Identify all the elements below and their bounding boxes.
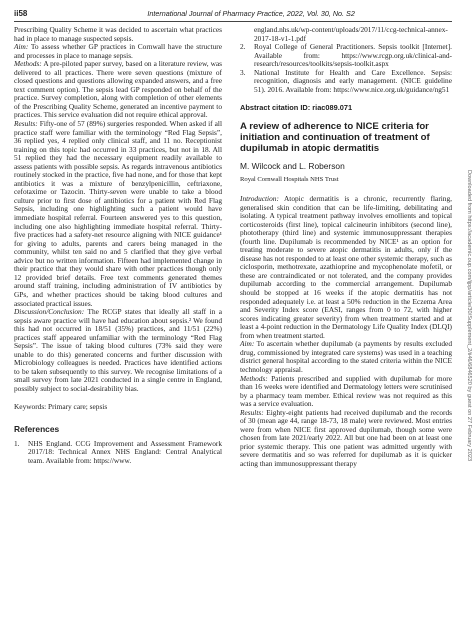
- reference-item: england.nhs.uk/wp-content/uploads/2017/11/ccg-technical-annex-2017-18-v1-1.pdf: [254, 25, 448, 43]
- paragraph: Methods: Patients prescribed and supplied with dupilumab for more than 16 weeks were identified and Dermatology letters were scrutinised by a pharmacy team member. Ethical review was not required as this was a service evaluation.: [240, 373, 452, 409]
- download-watermark: Downloaded from https://academic.oup.com/ijpp/article/30/Supplement_2/ii46/6846520 by guest on 27 February 2023: [466, 170, 472, 462]
- paragraph: Aim: To assess whether GP practices in Cornwall have the structure and processes in place to manage sepsis.: [14, 42, 222, 60]
- references-heading: References: [14, 424, 60, 435]
- header-rule: [14, 21, 452, 22]
- paragraph: Methods: A pre-piloted paper survey, based on a literature review, was delivered to all practices. There were seven questions (mixture of closed questions and questions allowing expanded answers, and a free text comment option). The sepsis lead GP responded on behalf of the practice. Survey completion, along with completion of other elements of the Prescribing Quality Scheme, generated an incentive payment to practices. This service evaluation did not require ethical approval.: [14, 59, 222, 120]
- paragraph: Aim: To ascertain whether dupilumab (a payments by results excluded drug, commissioned by integrated care systems) was used in a teaching district general hospital according to the stated criteria within the NICE technology appraisal.: [240, 339, 452, 374]
- right-column: [240, 26, 452, 469]
- journal-title: International Journal of Pharmacy Practice, 2022, Vol. 30, No. S2: [147, 8, 355, 18]
- paragraph: Discussion/Conclusion: The RCGP states that ideally all staff in a sepsis aware practice will have had education about sepsis.² We found this had not occurred in 18/51 (35%) practices, and 11/51 (22%) practices staff appeared unfamiliar with the terminology “Red Flag Sepsis”. The issue of taking blood cultures (73% said they were unable to do this) generated concerns and further discussion with Microbiology colleagues is needed. Practices have identified actions to be taken subsequently to this survey. We recognise limitations of a small survey from late 2021 conducted in a single centre in England, possibly subject to social-desirability bias.: [14, 307, 222, 393]
- affiliation: Royal Cornwall Hospitals NHS Trust: [240, 176, 339, 184]
- paragraph: Results: Eighty-eight patients had received dupilumab and the records of 30 (mean age 44, range 18-73, 18 male) were reviewed. Most entries were from when NICE first approved dupilumab, though some were chosen from late 2021/early 2022. All but one had been on at least one prior systemic therapy. This one patient was admitted urgently with severe dermatitis and so was referred for dupilumab as it is quicker acting than immunosuppressant therapy: [240, 407, 452, 468]
- paragraph: Prescribing Quality Scheme it was decided to ascertain what practices had in place to manage suspected sepsis.: [14, 25, 222, 43]
- page-header: [14, 5, 452, 21]
- reference-item: 3. National Institute for Health and Care Excellence. Sepsis: recognition, diagnosis and early management. (NICE guideline 51). 2016. Available from: https://www.nice.org.uk/guidance/ng51: [240, 67, 452, 94]
- article-title: A review of adherence to NICE criteria for initiation and continuation of treatment of dupilumab in atopic dermatitis: [240, 120, 430, 154]
- reference-item: 1. NHS England. CCG Improvement and Assessment Framework 2017/18: Technical Annex NHS England: Central Analytical team. Available from: https://www.: [14, 438, 222, 465]
- paragraph: Introduction: Atopic dermatitis is a chronic, recurrently flaring, generalised skin condition that can be life-limiting, debilitating and isolating. A typical treatment pathway involves emollients and topical corticosteroids (first line), topical calcineurin inhibitors (second line), phototherapy (third line) and systemic immunosuppressant therapies (fourth line. Dupilumab is recommended by NICE¹ as an option for treating moderate to severe atopic dermatitis in adults, only if the disease has not responded to at least one other systemic therapy, such as ciclosporin, methotrexate, azathioprine and mycophenolate mofetil, or these are contraindicated or not tolerated, and the company provides dupilumab according to the commercial arrangement. Dupilumab should be stopped at 16 weeks if the atopic dermatitis has not responded adequately i.e. at least a 50% reduction in the Eczema Area and Severity Index score (EASI, ranges from 0 to 72, with higher scores indicating greater severity) from when treatment started and at least a 4-point reduction in the Dermatology Life Quality Index (DLQI) from when treatment started.: [240, 194, 452, 340]
- left-column: [14, 26, 222, 465]
- paragraph: Results: Fifty-one of 57 (89%) surgeries responded. When asked if all practice staff were familiar with the terminology “Red Flag Sepsis”, 36 replied yes, 4 replied only clinical staff, and 11 no. Receptionist training on this topic had occurred in 33 practices, but not in 18. All 51 replied they had the necessary equipment readily available to assess patients with possible sepsis. As regards intravenous antibiotics routinely stocked in the practice, five had none, and for those that kept antibiotics it was a mixture of benzylpenicillin, ceftriaxone, cefotaxime or Tazocin. Thirty-seven were unable to take a blood culture prior to first dose of antibiotics for a patient with Red Flag Sepsis, including one highlighting such a patient would have immediate hospital referral. Fourteen answered yes to this question, including one also highlighting immediate hospital referral. Thirty-five practices had a safety-net resource aligning with NICE guidance¹ for giving to adults, parents and carers being managed in the community, whilst ten said no and 5 clarified that they give verbal advice but no written information. Fifteen had implemented change in their practice that they would share with other practices though only 12 provided brief details. Free text comments generated themes around staff training, including administration of IV antibiotics by GPs, and whether practices should be taking blood cultures and associated practical issues.: [14, 119, 222, 308]
- page-number: ii58: [14, 8, 28, 18]
- reference-item: 2. Royal College of General Practitioners. Sepsis toolkit [Internet]. Available from: https://www.rcgp.org.uk/clinical-and-research/resources/toolkits/sepsis-toolkit.aspx: [240, 42, 452, 69]
- keywords: Keywords: Primary care; sepsis: [14, 401, 108, 411]
- abstract-citation-id: Abstract citation ID: riac089.071: [240, 103, 353, 113]
- authors: M. Wilcock and L. Roberson: [240, 160, 345, 171]
